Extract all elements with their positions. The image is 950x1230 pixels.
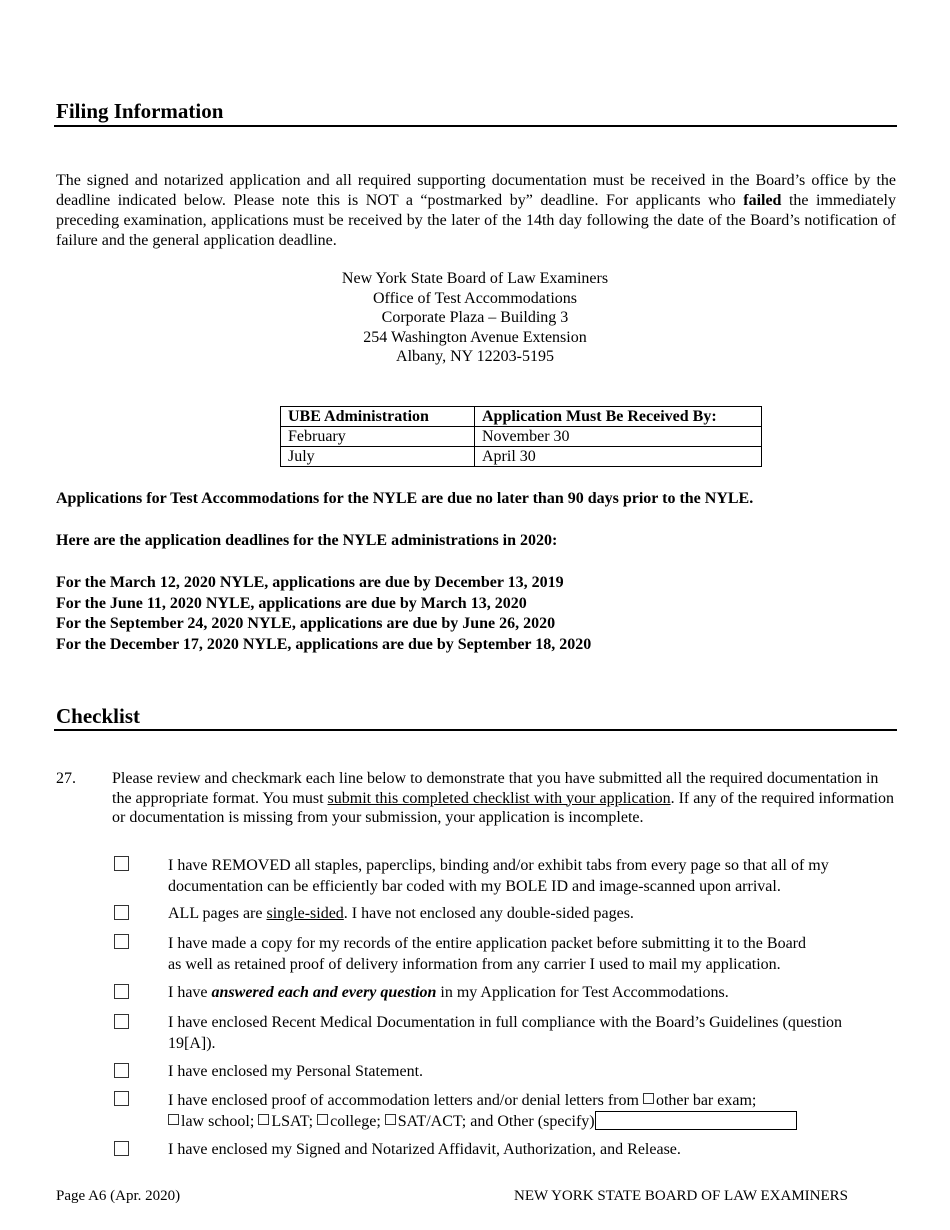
item-line: documentation can be efficiently bar coded with my BOLE ID and image-scanned upon arrival. bbox=[168, 878, 781, 895]
footer-org-name: NEW YORK STATE BOARD OF LAW EXAMINERS bbox=[514, 1188, 848, 1204]
item-line: I have made a copy for my records of the entire application packet before submitting it to the Board bbox=[168, 935, 806, 952]
heading-rule bbox=[54, 729, 897, 731]
checkbox-personal-statement[interactable] bbox=[114, 1063, 129, 1078]
table-cell: November 30 bbox=[475, 427, 762, 447]
checklist-item: I have enclosed my Personal Statement. bbox=[168, 1063, 424, 1080]
checkbox-answered-all[interactable] bbox=[114, 984, 129, 999]
filing-heading: Filing Information bbox=[56, 99, 224, 123]
item-line: I have REMOVED all staples, paperclips, binding and/or exhibit tabs from every page so that all of my bbox=[168, 857, 829, 874]
item-line: 19[A]). bbox=[168, 1035, 216, 1052]
checkbox-copy-records[interactable] bbox=[114, 934, 129, 949]
checklist-item: I have enclosed proof of accommodation letters and/or denial letters from other bar exam; law school; LSAT; college; SAT/ACT; and Other (specify) bbox=[168, 1090, 898, 1132]
checkbox-lsat[interactable] bbox=[258, 1114, 269, 1125]
ube-deadline-table bbox=[280, 406, 762, 467]
footer-page-label: Page A6 (Apr. 2020) bbox=[56, 1188, 181, 1204]
checklist-item bbox=[168, 1012, 898, 1054]
board-address bbox=[0, 269, 950, 367]
checkbox-accommodation-letters[interactable] bbox=[114, 1091, 129, 1106]
nyle-deadline: For the December 17, 2020 NYLE, applications are due by September 18, 2020 bbox=[56, 635, 592, 653]
table-row bbox=[281, 447, 762, 467]
address-line: New York State Board of Law Examiners bbox=[341, 270, 609, 287]
table-header-row bbox=[281, 407, 762, 427]
item-line: as well as retained proof of delivery information from any carrier I used to mail my application. bbox=[168, 956, 781, 973]
checkbox-sat-act[interactable] bbox=[385, 1114, 396, 1125]
table-header-cell: Application Must Be Received By: bbox=[475, 407, 762, 427]
checklist-item bbox=[168, 933, 898, 975]
checkbox-medical-docs[interactable] bbox=[114, 1014, 129, 1029]
other-specify-field[interactable] bbox=[595, 1111, 797, 1130]
nyle-deadline-list bbox=[56, 573, 591, 655]
table-header-cell: UBE Administration bbox=[281, 407, 475, 427]
checkbox-college[interactable] bbox=[317, 1114, 328, 1125]
table-row bbox=[281, 427, 762, 447]
table-cell: July bbox=[281, 447, 475, 467]
checkbox-affidavit[interactable] bbox=[114, 1141, 129, 1156]
nyle-deadline: For the September 24, 2020 NYLE, applications are due by June 26, 2020 bbox=[56, 615, 556, 632]
nyle-intro: Here are the application deadlines for the NYLE administrations in 2020: bbox=[56, 532, 558, 549]
checklist-heading: Checklist bbox=[56, 704, 140, 728]
checkbox-single-sided[interactable] bbox=[114, 905, 129, 920]
table-cell: April 30 bbox=[475, 447, 762, 467]
address-line: Office of Test Accommodations bbox=[372, 289, 578, 307]
checklist-item: I have enclosed my Signed and Notarized Affidavit, Authorization, and Release. bbox=[168, 1141, 681, 1158]
question-number: 27. bbox=[56, 770, 76, 787]
nyle-notice: Applications for Test Accommodations for the NYLE are due no later than 90 days prior to the NYLE. bbox=[56, 490, 754, 507]
checkbox-remove-staples[interactable] bbox=[114, 856, 129, 871]
address-line: Albany, NY 12203-5195 bbox=[396, 348, 554, 366]
table-cell: February bbox=[281, 427, 475, 447]
item-line: I have enclosed Recent Medical Documentation in full compliance with the Board’s Guidelines (question bbox=[168, 1014, 843, 1031]
nyle-deadline: For the March 12, 2020 NYLE, applications are due by December 13, 2019 bbox=[56, 574, 564, 591]
checklist-intro: Please review and checkmark each line below to demonstrate that you have submitted all the required documentation in the appropriate format. You must submit this completed checklist with your application. If any of the required information or documentation is missing from your submission, your application is incomplete. bbox=[112, 770, 895, 826]
checkbox-other-bar-exam[interactable] bbox=[643, 1093, 654, 1104]
filing-paragraph: The signed and notarized application and all required supporting documentation must be received in the Board’s office by the deadline indicated below. Please note this is NOT a “postmarked by” deadline. For applicants who failed the immediately preceding examination, applications must be received by the later of the 14th day following the date of the Board’s notification of failure and the general application deadline. bbox=[56, 172, 897, 249]
address-line: 254 Washington Avenue Extension bbox=[363, 328, 587, 346]
checklist-item: I have answered each and every question in my Application for Test Accommodations. bbox=[168, 984, 729, 1001]
checklist-item bbox=[168, 855, 898, 897]
heading-rule bbox=[54, 125, 897, 127]
nyle-deadline: For the June 11, 2020 NYLE, applications are due by March 13, 2020 bbox=[56, 594, 527, 612]
checklist-item: ALL pages are single-sided. I have not enclosed any double-sided pages. bbox=[168, 905, 634, 922]
checkbox-law-school[interactable] bbox=[168, 1114, 179, 1125]
address-line: Corporate Plaza – Building 3 bbox=[381, 309, 569, 327]
